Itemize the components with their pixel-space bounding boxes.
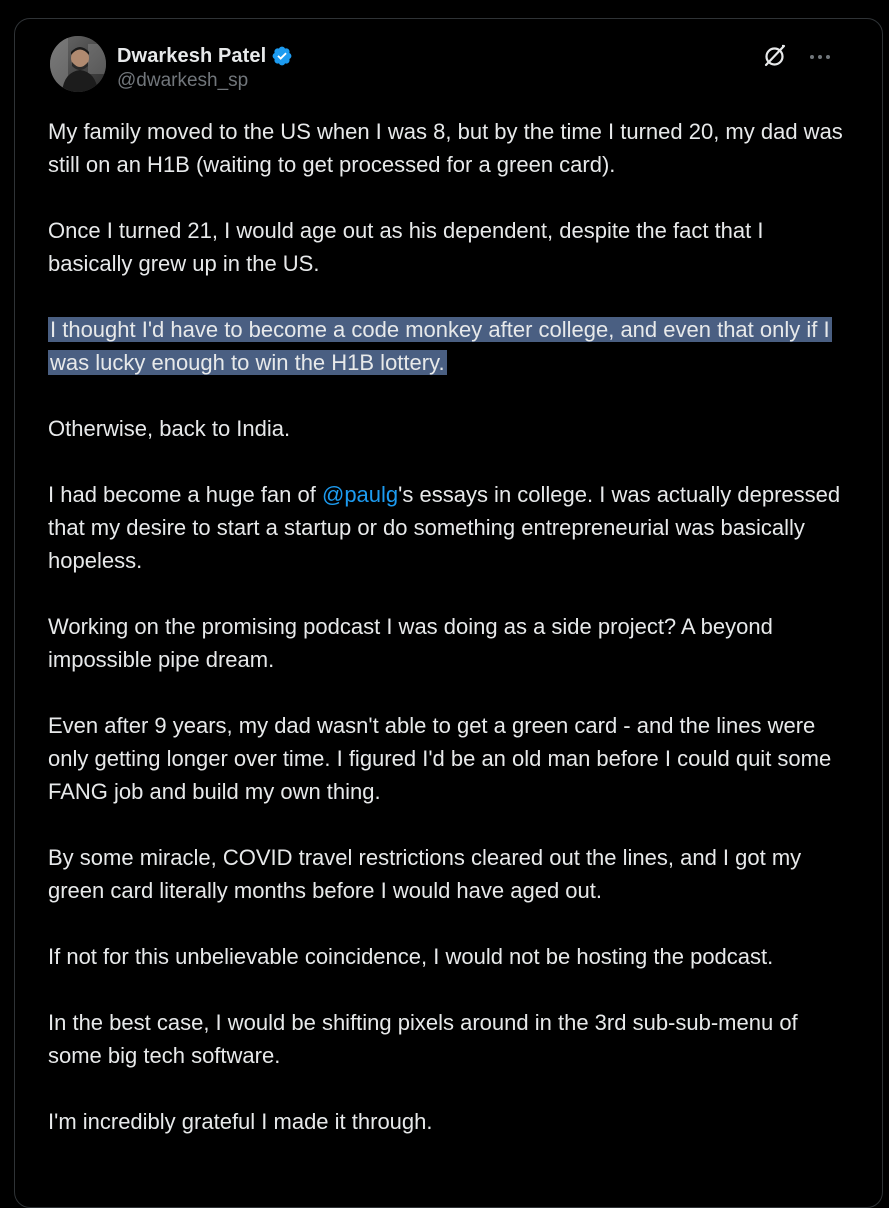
author-name[interactable]: Dwarkesh Patel	[117, 44, 267, 67]
tweet-paragraph	[48, 115, 848, 181]
avatar-photo-icon	[50, 36, 106, 92]
tweet-paragraph	[48, 412, 848, 445]
paragraph-text: I'm incredibly grateful I made it through.	[48, 1109, 433, 1134]
paragraph-text: My family moved to the US when I was 8, but by the time I turned 20, my dad was still on an H1B (waiting to get processed for a green card).	[48, 119, 843, 177]
tweet-paragraph	[48, 1006, 848, 1072]
selected-text-highlight: I thought I'd have to become a code monkey after college, and even that only if I was lucky enough to win the H1B lottery.	[50, 317, 830, 375]
paragraph-text: Once I turned 21, I would age out as his dependent, despite the fact that I basically grew up in the US.	[48, 218, 764, 276]
tweet-paragraph	[48, 214, 848, 280]
tweet-card	[14, 18, 883, 1208]
paragraph-text-before-mention: I had become a huge fan of	[48, 482, 322, 507]
tweet-paragraph	[48, 313, 848, 379]
tweet-paragraph	[48, 478, 848, 577]
tweet-paragraph	[48, 610, 848, 676]
mention-link-paulg[interactable]: @paulg	[321, 482, 399, 507]
grok-icon[interactable]	[762, 43, 788, 69]
paragraph-text: By some miracle, COVID travel restrictions cleared out the lines, and I got my green card literally months before I would have aged out.	[48, 845, 802, 903]
paragraph-text: Otherwise, back to India.	[48, 416, 291, 441]
author-name-row	[117, 41, 293, 71]
author-avatar[interactable]	[50, 36, 106, 92]
paragraph-text: Even after 9 years, my dad wasn't able to get a green card - and the lines were only getting longer over time. I figured I'd be an old man before I could quit some FANG job and build my own thing.	[48, 713, 832, 804]
paragraph-text: In the best case, I would be shifting pixels around in the 3rd sub-sub-menu of some big tech software.	[48, 1010, 798, 1068]
more-options-icon[interactable]	[807, 44, 833, 70]
paragraph-text: If not for this unbelievable coincidence, I would not be hosting the podcast.	[48, 944, 774, 969]
tweet-paragraph	[48, 709, 848, 808]
paragraph-text: Working on the promising podcast I was doing as a side project? A beyond impossible pipe dream.	[48, 614, 773, 672]
verified-badge-icon[interactable]	[271, 45, 293, 67]
tweet-paragraph	[48, 940, 848, 973]
tweet-paragraph	[48, 1105, 848, 1138]
author-handle[interactable]: @dwarkesh_sp	[117, 70, 249, 91]
paragraph-text-after-mention: 's essays in college. I was actually depressed that my desire to start a startup or do something entrepreneurial was basically hopeless.	[48, 482, 841, 573]
tweet-text	[48, 115, 848, 1171]
tweet-paragraph	[48, 841, 848, 907]
